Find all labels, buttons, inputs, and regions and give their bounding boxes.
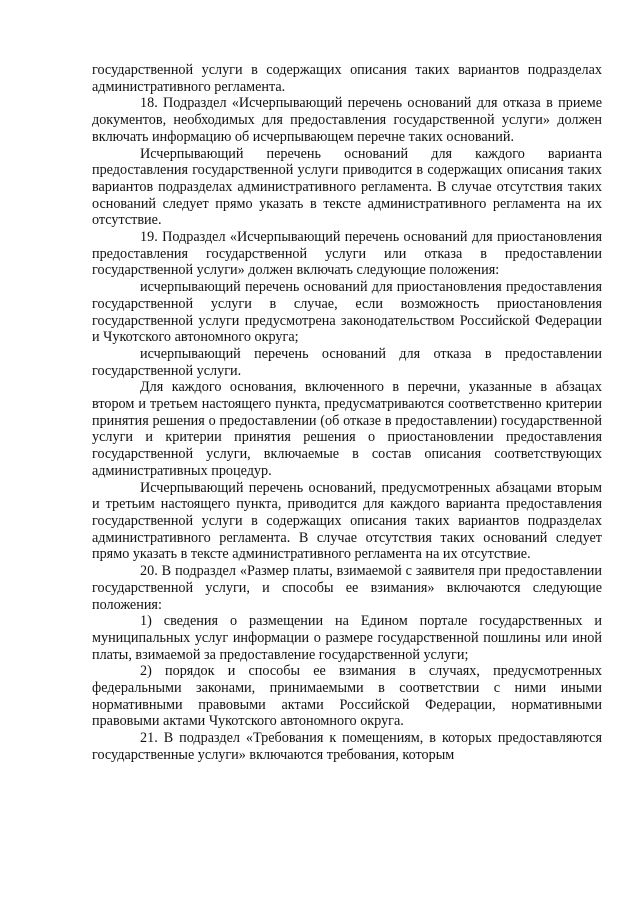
document-page <box>92 62 602 764</box>
paragraph-item-20: 20. В подраздел «Размер платы, взимаемой с заявителя при предоставлении государственной услуги, и способы ее взимания» включаются следующие положения: <box>92 563 602 613</box>
paragraph: Исчерпывающий перечень оснований, предусмотренных абзацами вторым и третьим настоящего пункта, приводится для каждого варианта предоставления государственной услуги в содержащих описания таких вариантов подразделах административного регламента. В случае отсутствия таких оснований следует прямо указать в тексте административного регламента на их отсутствие. <box>92 479 602 563</box>
paragraph-subitem-1: 1) сведения о размещении на Едином портале государственных и муниципальных услуг информации о размере государственной пошлины или иной платы, взимаемой за предоставление государственной услуги; <box>92 613 602 663</box>
paragraph-item-19: 19. Подраздел «Исчерпывающий перечень оснований для приостановления предоставления государственной услуги или отказа в предоставлении государственной услуги» должен включать следующие положения: <box>92 229 602 279</box>
paragraph-continuation: государственной услуги в содержащих описания таких вариантов подразделах административного регламента. <box>92 62 602 95</box>
paragraph: исчерпывающий перечень оснований для приостановления предоставления государственной услуги в случае, если возможность приостановления государственной услуги предусмотрена законодательством Российской Федерации и Чукотского автономного округа; <box>92 279 602 346</box>
paragraph: Исчерпывающий перечень оснований для каждого варианта предоставления государственной услуги приводится в содержащих описания таких вариантов подразделах административного регламента. В случае отсутствия таких оснований следует прямо указать в тексте административного регламента на их отсутствие. <box>92 145 602 229</box>
paragraph-item-21: 21. В подраздел «Требования к помещениям, в которых предоставляются государственные услуги» включаются требования, которым <box>92 730 602 763</box>
paragraph: исчерпывающий перечень оснований для отказа в предоставлении государственной услуги. <box>92 345 602 379</box>
paragraph: Для каждого основания, включенного в перечни, указанные в абзацах втором и третьем настоящего пункта, предусматриваются соответственно критерии принятия решения о предоставлении (об отказе в предоставлении) государственной услуги и критерии принятия решения о приостановлении предоставления государственной услуги, включаемые в состав описания соответствующих административных процедур. <box>92 379 602 479</box>
paragraph-subitem-2: 2) порядок и способы ее взимания в случаях, предусмотренных федеральными законами, принимаемыми в соответствии с ними иными нормативными правовыми актами Российской Федерации, нормативными правовыми актами Чукотского автономного округа. <box>92 663 602 730</box>
paragraph-item-18: 18. Подраздел «Исчерпывающий перечень оснований для отказа в приеме документов, необходимых для предоставления государственной услуги» должен включать информацию об исчерпывающем перечне таких оснований. <box>92 95 602 145</box>
